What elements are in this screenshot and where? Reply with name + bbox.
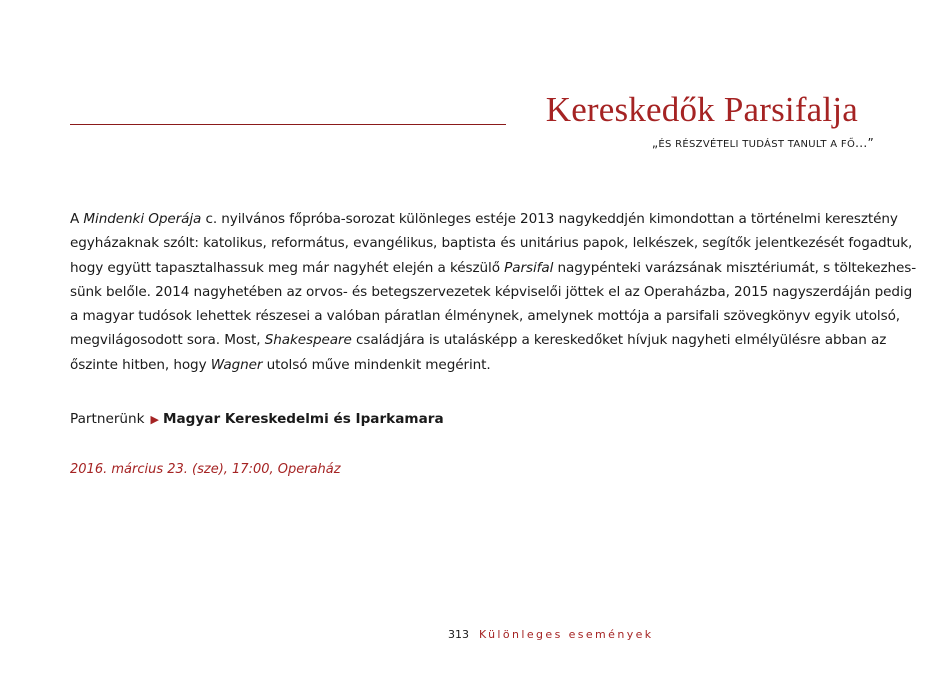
page-title: Kereskedők Parsifalja [545,90,858,129]
header-rule [70,124,506,125]
body-text-segment: hogy együtt tapasztalhassuk meg már nagyhét elején a készülő [70,259,505,276]
body-line [70,328,887,352]
page-subtitle [652,136,874,150]
body-text-segment: sünk belőle. 2014 nagyhetében az orvos- és betegszervezetek képviselői jöttek el az Operaházba, 2015 nagyszerdáján pedig [70,283,913,300]
body-text-segment: A [70,211,84,227]
body-line [70,304,901,328]
page-number: 313 [448,628,469,641]
partner-line [70,411,444,427]
body-text-segment: megvilágosodott sora. Most, [70,332,265,349]
body-line [70,256,917,280]
body-text-segment: nagypénteki varázsának misztériumát, s töltekezhes- [553,259,917,276]
body-line [70,280,913,304]
body-italic-title: Mindenki Operája [83,211,202,227]
body-text-segment: utolsó műve mindenkit megérint. [262,356,491,373]
subtitle-text: ÉS RÉSZVÉTELI TUDÁST TANULT A FŐ [658,139,856,150]
body-text-segment: c. nyilvános főpróba-sorozat különleges estéje 2013 nagykeddjén kimondottan a történelmi keresztény [201,211,898,227]
body-italic-title: Shakespeare [264,332,352,349]
body-text-segment: egyházaknak szólt: katolikus, református, evangélikus, baptista és unitárius papok, lelkészek, segítők jelentkezését fogadtuk, [70,235,913,252]
body-text-segment: családjára is utalásképp a kereskedőket hívjuk nagyheti elmélyülésre abban az [351,332,887,349]
body-text-segment: a magyar tudósok lehettek részesei a valóban páratlan élménynek, amelynek mottója a parsifali szövegkönyv egyik utolsó, [70,308,901,325]
event-date-venue: 2016. március 23. (sze), 17:00, Operaház [70,462,341,477]
body-line [70,207,898,231]
body-italic-title: Wagner [210,356,263,373]
body-paragraph [70,207,917,377]
triangle-right-icon: ▶ [150,413,159,426]
page-footer [448,628,654,641]
partner-name: Magyar Kereskedelmi és Iparkamara [162,411,444,427]
body-text-segment: őszinte hitben, hogy [70,356,211,373]
body-line [70,353,870,377]
subtitle-close-quote: ...” [855,136,874,150]
subtitle-open-quote: „ [651,136,659,150]
section-name: Különleges események [479,628,654,641]
body-line [70,231,913,255]
partner-label: Partnerünk [70,411,145,427]
body-italic-title: Parsifal [504,259,554,276]
